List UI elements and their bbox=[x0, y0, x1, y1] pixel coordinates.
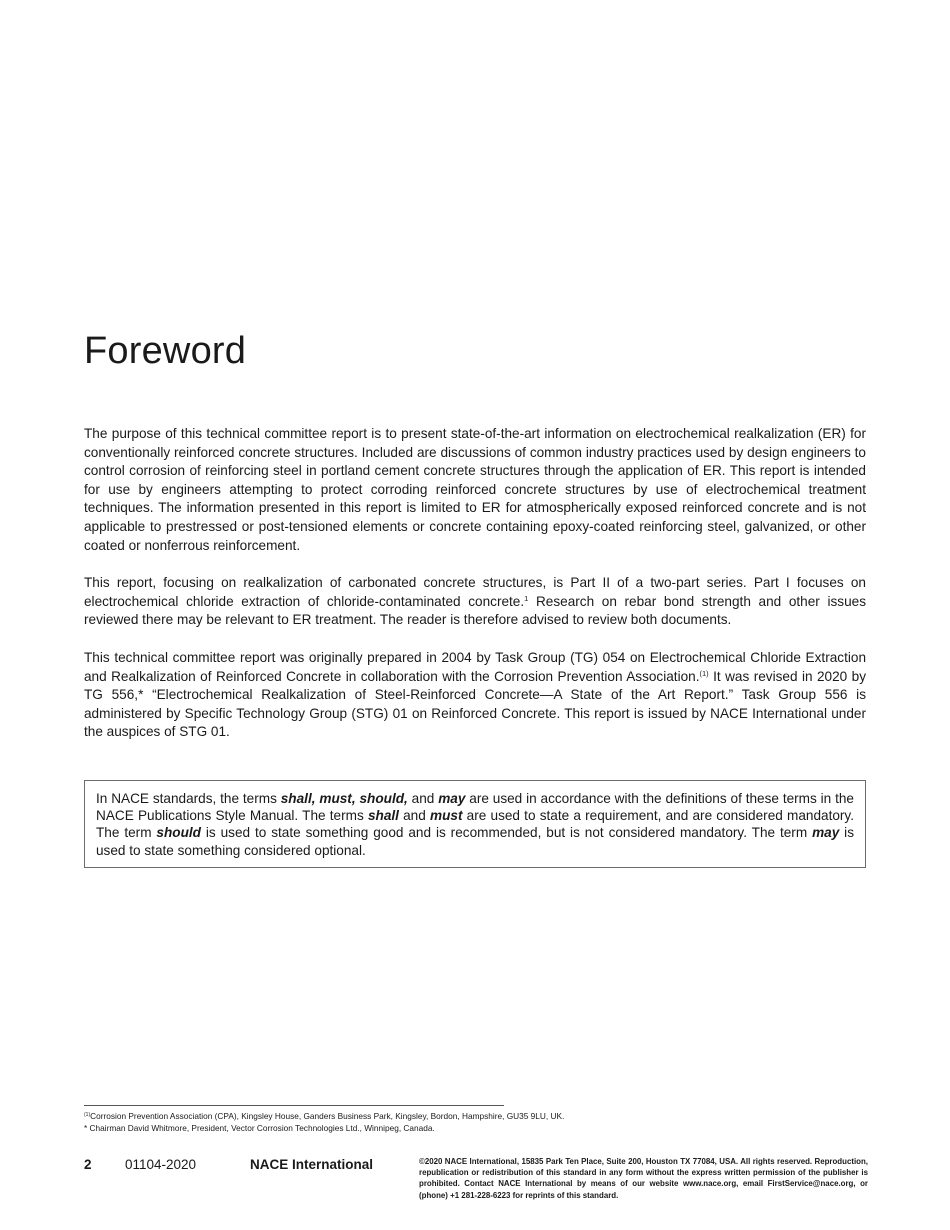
notice-term: must bbox=[430, 808, 463, 824]
reference-marker: 1 bbox=[524, 593, 529, 603]
footnote-mark: (1) bbox=[84, 1112, 91, 1118]
notice-text: is used to state something good and is recommended, but is not considered mandatory. The term bbox=[200, 825, 813, 841]
footnote-cpa bbox=[84, 1111, 564, 1122]
notice-text: are used to state a requirement, and are considered mandatory. The term bbox=[96, 808, 854, 841]
notice-term: shall bbox=[367, 808, 399, 824]
notice-text: In NACE standards, the terms bbox=[96, 791, 281, 806]
terms-notice-box bbox=[84, 780, 866, 868]
paragraph-history bbox=[84, 649, 866, 742]
notice-term: may bbox=[812, 825, 840, 841]
page-number: 2 bbox=[84, 1157, 92, 1172]
notice-text: and bbox=[407, 791, 439, 806]
notice-term: shall, must, should, bbox=[280, 791, 408, 806]
paragraph-history-text-a: This technical committee report was originally prepared in 2004 by Task Group (TG) 054 on Electrochemical Chloride Extraction and Realkalization of Reinforced Concrete in collaboration with the Corrosion Prevention Association. bbox=[84, 650, 866, 684]
paragraph-purpose: The purpose of this technical committee report is to present state-of-the-art information on electrochemical realkalization (ER) for conventionally reinforced concrete structures. Included are discussions of common industry practices used by design engineers to control corrosion of reinforcing steel in portland cement concrete structures through the application of ER. This report is intended for use by engineers attempting to protect corroding reinforced concrete structures by use of electrochemical treatment techniques. The information presented in this report is limited to ER for atmospherically exposed reinforced concrete and is not applicable to prestressed or post-tensioned elements or concrete containing epoxy-coated reinforcing steel, galvanized, or other coated or nonferrous reinforcement. bbox=[84, 426, 866, 553]
footnote-divider bbox=[84, 1105, 504, 1106]
organization-name: NACE International bbox=[250, 1157, 374, 1172]
footnote-chairman: * Chairman David Whitmore, President, Vector Corrosion Technologies Ltd., Winnipeg, Canada. bbox=[84, 1123, 435, 1133]
footnote-marker: (1) bbox=[699, 668, 709, 678]
paragraph-series bbox=[84, 574, 866, 630]
paragraph-series-text-b: Research on rebar bond strength and other issues reviewed there may be relevant to ER treatment. The reader is therefore advised to review both documents. bbox=[84, 593, 866, 628]
document-number: 01104-2020 bbox=[125, 1157, 197, 1172]
paragraph-series-text-a: This report, focusing on realkalization of carbonated concrete structures, is Part II of a two-part series. Part I focuses on electrochemical chloride extraction of chloride-contaminated concrete. bbox=[84, 575, 866, 609]
notice-text: are used in accordance with the definitions of these terms in the NACE Publications Style Manual. The terms bbox=[96, 791, 854, 824]
paragraph-history-text-b: It was revised in 2020 by TG 556,* “Electrochemical Realkalization of Steel-Reinforced Concrete—A State of the Art Report.” Task Group 556 is administered by Specific Technology Group (STG) 01 on Reinforced Concrete. This report is issued by NACE International under the auspices of STG 01. bbox=[84, 668, 866, 740]
notice-text: and bbox=[398, 808, 430, 824]
footnote-text: Corrosion Prevention Association (CPA), Kingsley House, Ganders Business Park, Kingsley, Bordon, Hampshire, GU35 9LU, UK. bbox=[90, 1111, 565, 1121]
notice-term: may bbox=[438, 791, 466, 806]
copyright-notice: ©2020 NACE International, 15835 Park Ten Place, Suite 200, Houston TX 77084, USA. All rights reserved. Reproduction, republication or redistribution of this standard in any form without the express written permission of the publisher is prohibited. Contact NACE International by means of our website www.nace.org, email FirstService@nace.org, or (phone) +1 281-228-6223 for reprints of this standard. bbox=[419, 1157, 868, 1200]
notice-term: should bbox=[156, 825, 201, 841]
page-title: Foreword bbox=[84, 330, 247, 372]
notice-text: is used to state something considered optional. bbox=[96, 825, 855, 858]
